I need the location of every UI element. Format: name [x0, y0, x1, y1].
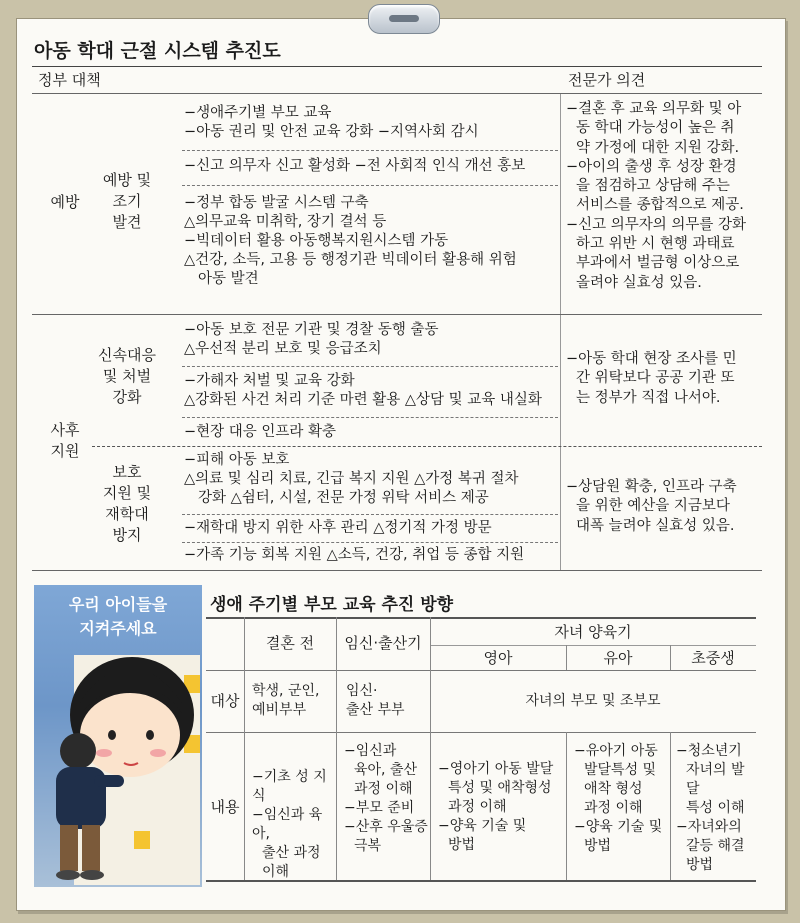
content-school: −청소년기 자녀의 발달 특성 이해 −자녀와의 갈등 해결 방법 [676, 743, 745, 873]
header-before-marriage: 결혼 전 [265, 634, 315, 652]
clip-icon [368, 4, 440, 34]
content-infant: −영아기 아동 발달 특성 및 애착형성 과정 이해 −양육 기술 및 방법 [438, 761, 554, 853]
header-toddler: 유아 [603, 649, 633, 667]
divider [32, 314, 762, 315]
content-pregnancy: −임신과 육아, 출산 과정 이해 −부모 준비 −산후 우울증 극복 [344, 743, 428, 854]
dashed-divider [182, 150, 558, 151]
response-group2: −가해자 처벌 및 교육 강화 △강화된 사건 처리 기준 마련 활용 △상담 및 교육 내실화 [184, 373, 542, 408]
response-label: 신속대응 및 처벌 강화 [98, 346, 156, 406]
prevention-group3: −정부 합동 발굴 시스템 구축 △의무교육 미취학, 장기 결석 등 −빅데이터 활용 아동행복지원시스템 가동 △건강, 소득, 고용 등 행정기관 빅데이터 활용해 위험 아동 발견 [184, 195, 517, 287]
table-vline [244, 617, 245, 880]
dashed-divider [182, 417, 558, 418]
after-label: 사후 지원 [50, 421, 80, 460]
content-before-marriage: −기초 성 지식 −임신과 육아, 출산 과정 이해 [252, 769, 327, 880]
dashed-divider [92, 446, 762, 447]
header-pregnancy: 임신·출산기 [344, 634, 422, 652]
child-poster-illustration [34, 585, 202, 887]
divider [32, 66, 762, 67]
table-vline [670, 732, 671, 880]
prevention-label: 예방 [50, 193, 80, 211]
dashed-divider [182, 185, 558, 186]
header-infant: 영아 [483, 649, 513, 667]
divider [32, 93, 762, 94]
table-divider [206, 670, 756, 671]
prevention-group2: −신고 의무자 신고 활성화 −전 사회적 인식 개선 홍보 [184, 158, 526, 174]
protection-opinion: −상담원 확충, 인프라 구축 을 위한 예산을 지금보다 대폭 늘려야 실효성 있음. [566, 479, 737, 534]
col-gov-header: 정부 대책 [38, 71, 101, 89]
content-toddler: −유아기 아동 발달특성 및 애착 형성 과정 이해 −양육 기술 및 방법 [574, 743, 663, 854]
col-expert-header: 전문가 의견 [568, 71, 646, 89]
row-content-label: 내용 [210, 798, 240, 816]
table-divider [206, 732, 756, 733]
table-border [206, 617, 756, 619]
column-separator [560, 94, 561, 570]
dashed-divider [182, 366, 558, 367]
target-parenting: 자녀의 부모 및 조부모 [525, 693, 661, 709]
section1-title: 아동 학대 근절 시스템 추진도 [34, 40, 281, 62]
prevention-sub-label: 예방 및 조기 발견 [102, 171, 152, 231]
protection-group1: −피해 아동 보호 △의료 및 심리 치료, 긴급 복지 지원 △가정 복귀 절차 강화 △쉼터, 시설, 전문 가정 위탁 서비스 제공 [184, 452, 519, 506]
protection-group2: −재학대 방지 위한 사후 관리 △정기적 가정 방문 [184, 520, 492, 536]
table-vline [566, 732, 567, 880]
protection-label: 보호 지원 및 재학대 방지 [102, 463, 152, 544]
section2-title: 생애 주기별 부모 교육 추진 방향 [210, 595, 454, 615]
target-pregnancy: 임신· 출산 부부 [346, 683, 405, 718]
response-opinion: −아동 학대 현장 조사를 민 간 위탁보다 공공 기관 또 는 정부가 직접 나서야. [566, 351, 737, 406]
response-group3: −현장 대응 인프라 확충 [184, 424, 337, 440]
table-divider [430, 645, 756, 646]
table-vline [336, 617, 337, 880]
dashed-divider [182, 542, 558, 543]
campaign-photo [34, 585, 202, 887]
header-school: 초중생 [691, 649, 735, 667]
row-target-label: 대상 [210, 692, 240, 710]
prevention-group1: −생애주기별 부모 교육 −아동 권리 및 안전 교육 강화 −지역사회 감시 [184, 105, 479, 140]
photo-caption: 우리 아이들을 지켜주세요 [68, 595, 168, 638]
response-group1: −아동 보호 전문 기관 및 경찰 동행 출동 △우선적 분리 보호 및 응급조치 [184, 322, 439, 357]
protection-group3: −가족 기능 회복 지원 △소득, 건강, 취업 등 종합 지원 [184, 547, 525, 563]
target-before-marriage: 학생, 군인, 예비부부 [252, 683, 320, 718]
dashed-divider [182, 514, 558, 515]
prevention-opinion: −결혼 후 교육 의무화 및 아 동 학대 가능성이 높은 취 약 가정에 대한 지원 강화. −아이의 출생 후 성장 환경 을 점검하고 상담해 주는 서비스를 종합적으로 제공. −신고 의무자의 의무를 강화 하고 위반 시 현행 과태료 부과에서 벌금형 이상으로 올려야 실효성 있음. [566, 101, 747, 291]
divider [32, 570, 762, 571]
header-parenting: 자녀 양육기 [554, 623, 632, 641]
